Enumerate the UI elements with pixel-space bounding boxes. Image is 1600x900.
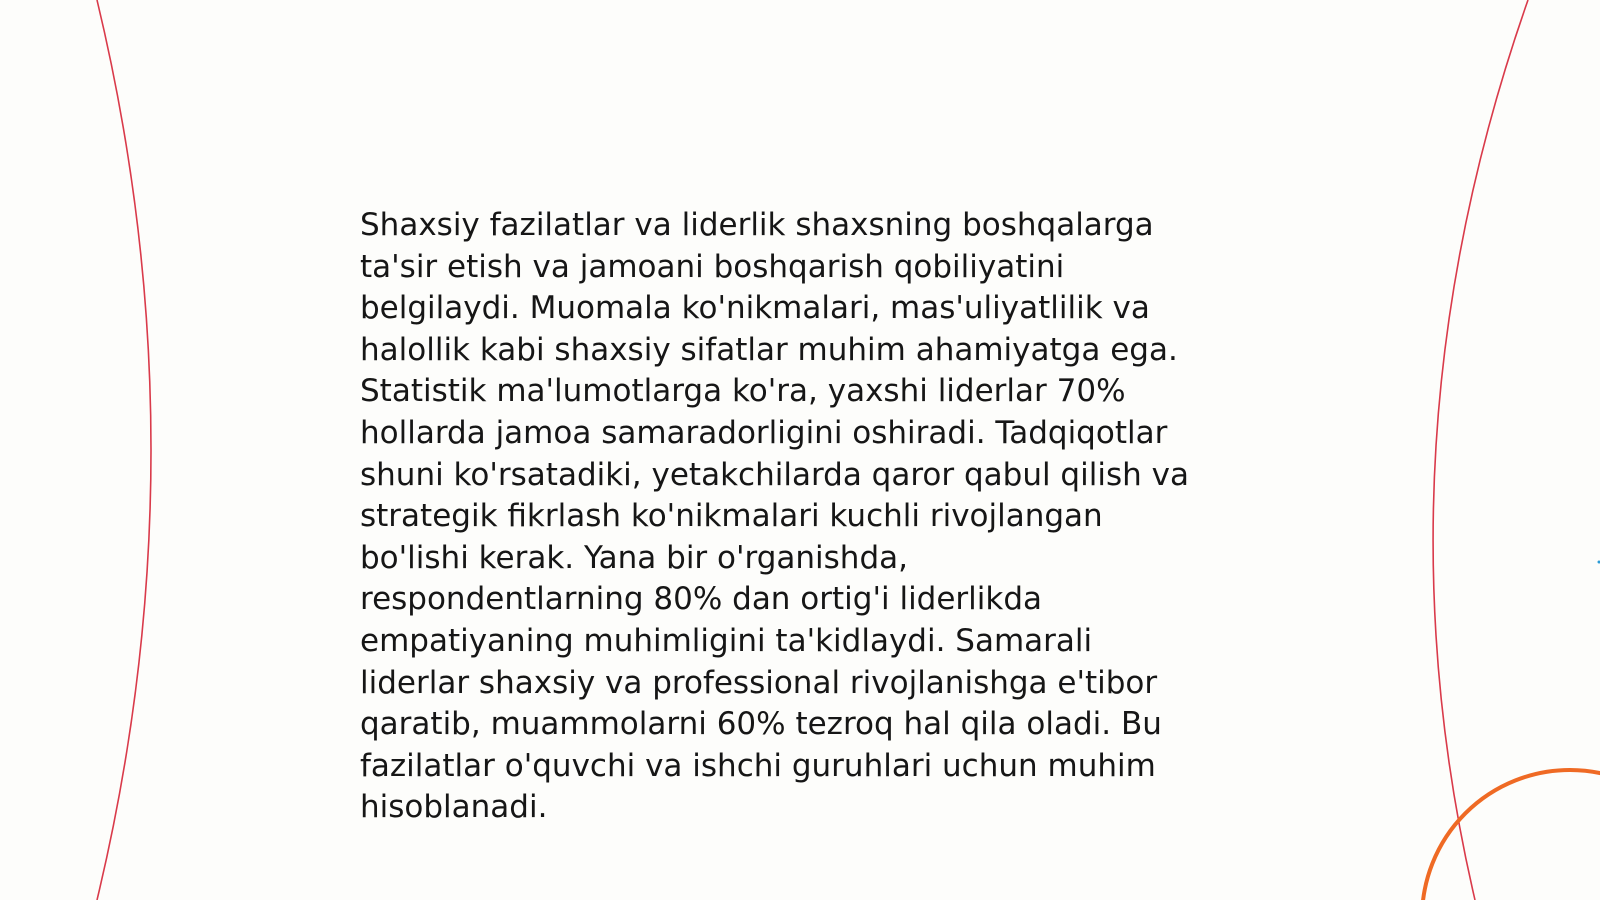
corner-circle <box>1422 770 1600 900</box>
slide-body-text: Shaxsiy fazilatlar va liderlik shaxsning boshqalarga ta'sir etish va jamoani boshqarish qobiliyatini belgilaydi. Muomala ko'nikmalari, mas'uliyatlilik va halollik kabi shaxsiy sifatlar muhim ahamiyatga ega. Statistik ma'lumotlarga ko'ra, yaxshi liderlar 70% hollarda jamoa samaradorligini oshiradi. Tadqiqotlar shuni ko'rsatadiki, yetakchilarda qaror qabul qilish va strategik fikrlash ko'nikmalari kuchli rivojlangan bo'lishi kerak. Yana bir o'rganishda, respondentlarning 80% dan ortig'i liderlikda empatiyaning muhimligini ta'kidlaydi. Samarali liderlar shaxsiy va professional rivojlanishga e'tibor qaratib, muammolarni 60% tezroq hal qila oladi. Bu fazilatlar o'quvchi va ishchi guruhlari uchun muhim hisoblanadi. <box>360 207 1189 826</box>
left-arc-line <box>97 0 151 900</box>
right-arc-line <box>1433 0 1528 900</box>
